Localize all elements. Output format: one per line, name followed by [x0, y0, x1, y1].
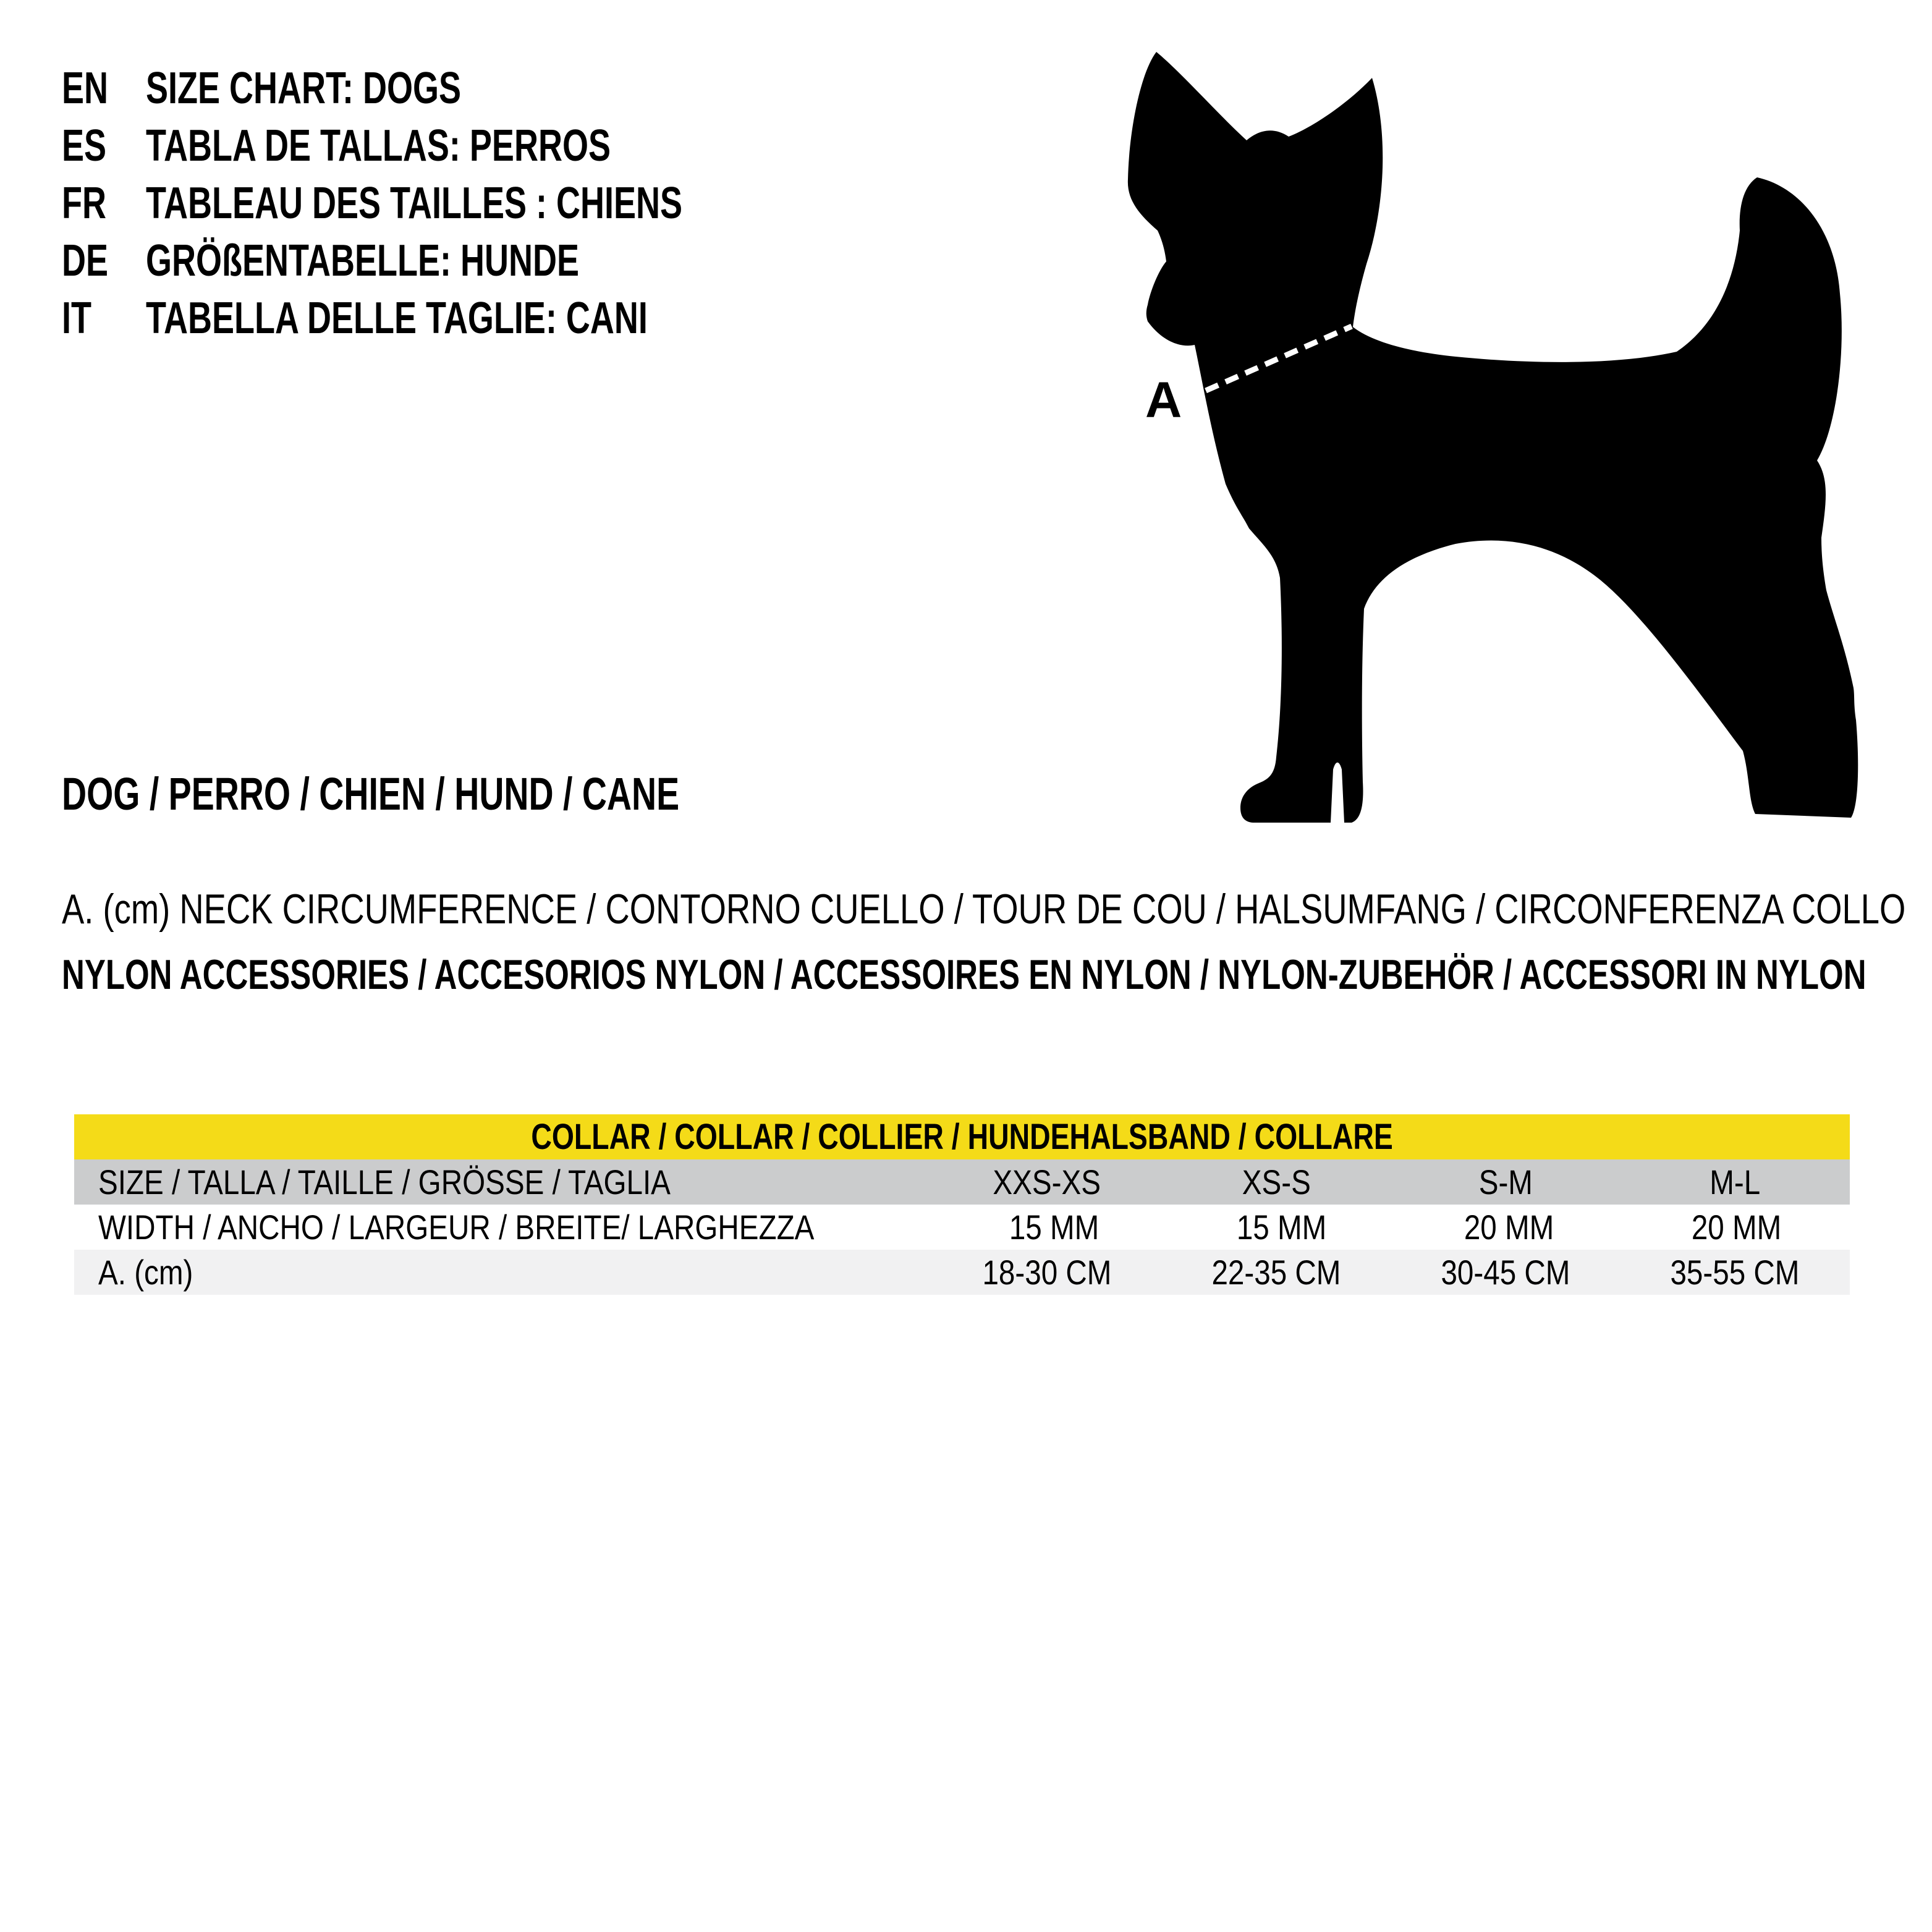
language-row-it [62, 289, 861, 347]
language-title: TABELLA DELLE TAGLIE: CANI [146, 293, 648, 343]
dog-caption [62, 765, 885, 823]
language-row-de [62, 232, 861, 289]
table-header-row [74, 1114, 1850, 1159]
size-value: XXS-XS [993, 1163, 1101, 1201]
language-code: IT [62, 293, 91, 343]
width-value: 15 MM [1236, 1208, 1327, 1247]
neck-value: 30-45 CM [1441, 1253, 1570, 1292]
language-title: TABLA DE TALLAS: PERROS [146, 121, 611, 171]
material-note-text: NYLON ACCESSORIES / ACCESORIOS NYLON / ACCESSOIRES EN NYLON / NYLON-ZUBEHÖR / ACCESSORI IN NYLON [62, 951, 1866, 998]
language-row-fr [62, 174, 861, 232]
language-code: EN [62, 63, 109, 113]
language-title: GRÖßENTABELLE: HUNDE [146, 235, 579, 286]
size-value: M-L [1710, 1163, 1761, 1201]
language-row-es [62, 117, 861, 174]
language-code: ES [62, 121, 107, 171]
width-value: 20 MM [1464, 1208, 1554, 1247]
width-value: 20 MM [1691, 1208, 1781, 1247]
table-width-row [74, 1205, 1850, 1250]
language-title-list [62, 59, 861, 347]
width-value: 15 MM [1009, 1208, 1099, 1247]
material-note [62, 947, 1932, 1002]
neck-value: 35-55 CM [1670, 1253, 1800, 1292]
row-label: SIZE / TALLA / TAILLE / GRÖSSE / TAGLIA [98, 1163, 671, 1201]
measurement-note-text: A. (cm) NECK CIRCUMFERENCE / CONTORNO CUELLO / TOUR DE COU / HALSUMFANG / CIRCONFERENZA COLLO [62, 886, 1906, 933]
language-code: DE [62, 235, 109, 286]
table-size-row [74, 1159, 1850, 1205]
measurement-note [62, 881, 1932, 937]
row-label: A. (cm) [98, 1253, 193, 1292]
collar-size-table [74, 1114, 1850, 1295]
language-code: FR [62, 178, 106, 228]
language-row-en [62, 59, 861, 117]
neck-value: 22-35 CM [1211, 1253, 1341, 1292]
language-title: SIZE CHART: DOGS [146, 63, 462, 113]
size-value: S-M [1478, 1163, 1533, 1201]
dog-silhouette-figure [1085, 34, 1879, 831]
row-label: WIDTH / ANCHO / LARGEUR / BREITE/ LARGHEZZA [98, 1208, 815, 1247]
collar-marker-label: A [1145, 372, 1182, 428]
language-title: TABLEAU DES TAILLES : CHIENS [146, 178, 683, 228]
table-neck-row [74, 1250, 1850, 1295]
neck-value: 18-30 CM [982, 1253, 1112, 1292]
dog-silhouette-path [1128, 52, 1858, 823]
table-title: COLLAR / COLLAR / COLLIER / HUNDEHALSBAND / COLLARE [531, 1117, 1393, 1157]
size-value: XS-S [1242, 1163, 1311, 1201]
dog-caption-text: DOG / PERRO / CHIEN / HUND / CANE [62, 768, 680, 820]
